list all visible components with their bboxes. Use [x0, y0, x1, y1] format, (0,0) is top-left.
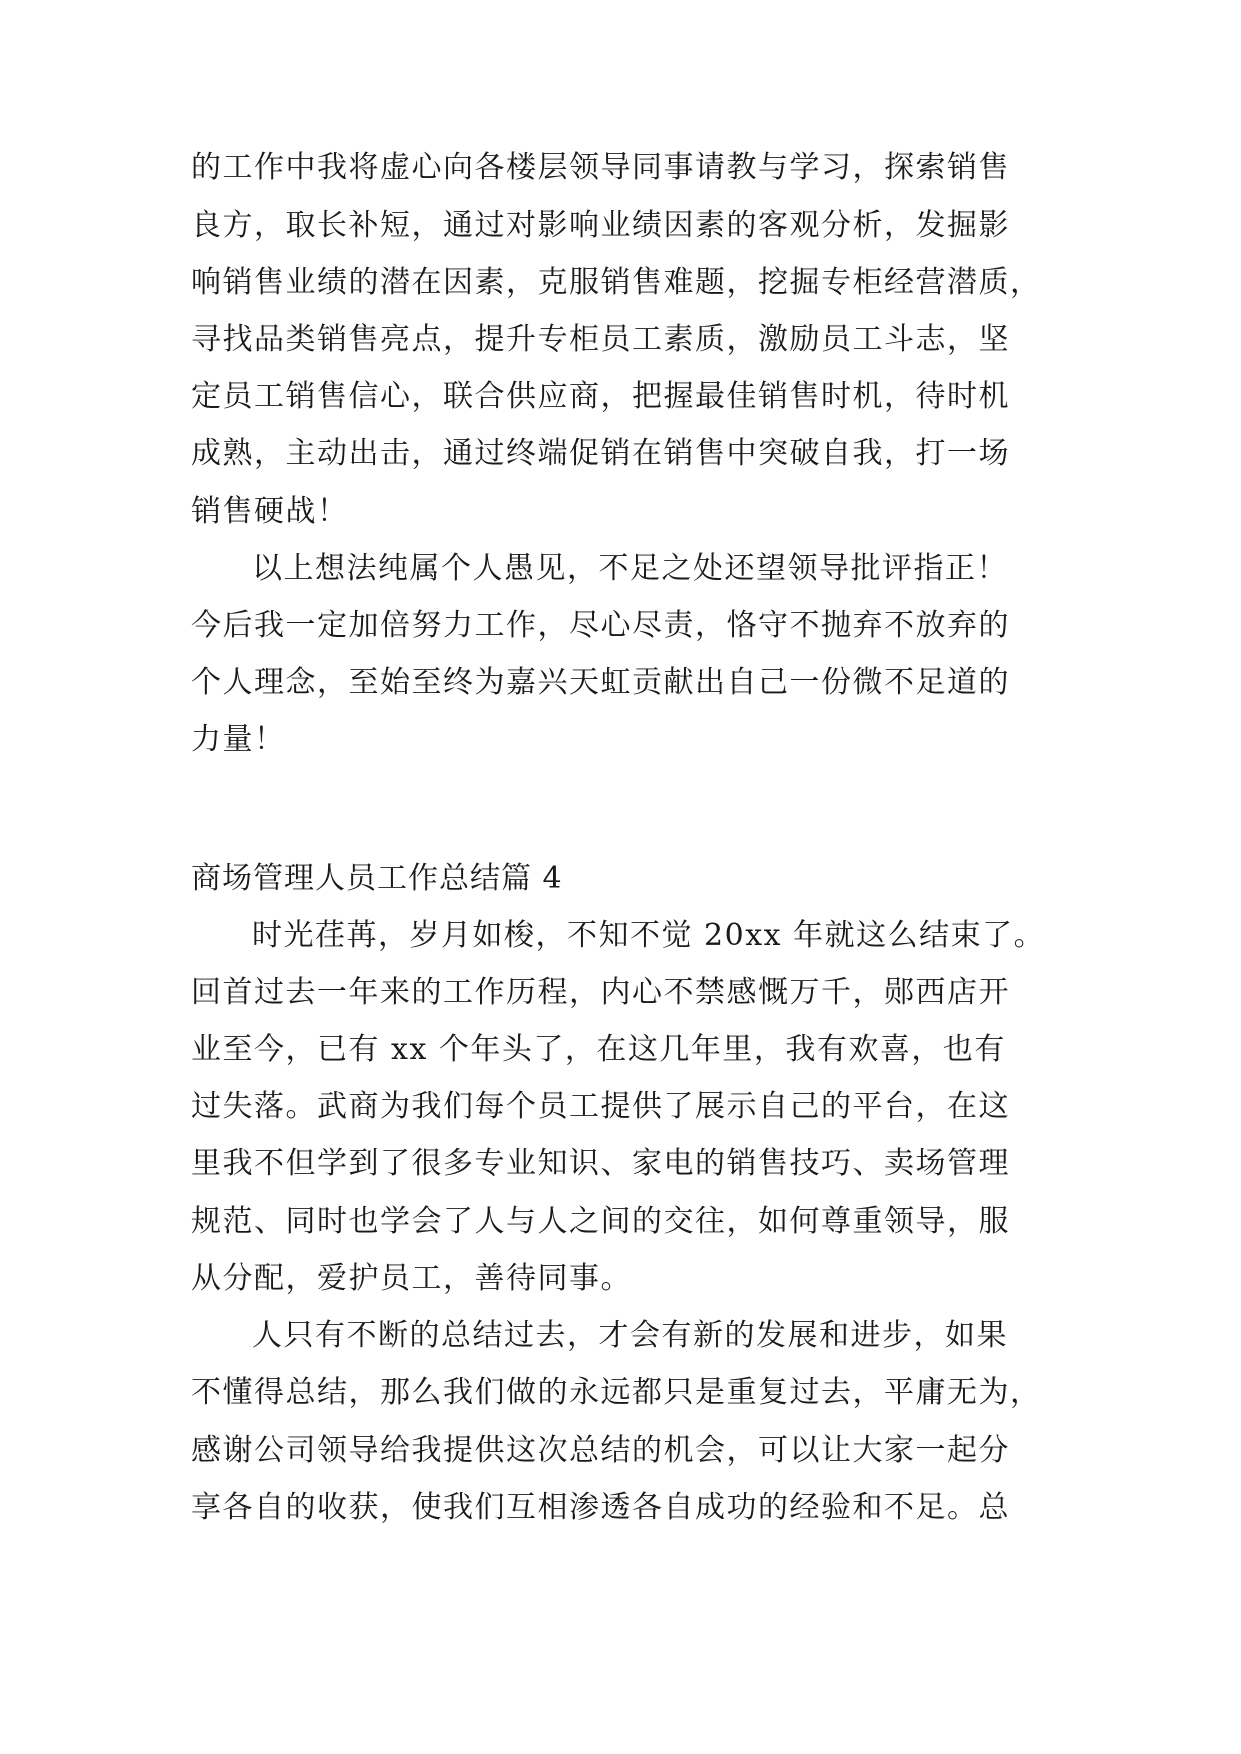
text-line: 寻找品类销售亮点，提升专柜员工素质，激励员工斗志，坚: [191, 322, 1010, 357]
text-line: 今后我一定加倍努力工作，尽心尽责，恪守不抛弃不放弃的: [191, 608, 1010, 643]
text-line: 力量！: [191, 722, 286, 757]
section-heading: 商场管理人员工作总结篇 4: [191, 861, 563, 896]
text-line: 回首过去一年来的工作历程，内心不禁感慨万千，郧西店开: [191, 975, 1010, 1010]
text-line: 业至今，已有 xx 个年头了，在这几年里，我有欢喜，也有: [191, 1032, 1006, 1067]
text-line: 不懂得总结，那么我们做的永远都只是重复过去，平庸无为，: [191, 1375, 1042, 1410]
paragraph-first-line: 时光荏苒，岁月如梭，不知不觉 20xx 年就这么结束了。: [252, 918, 1046, 953]
paragraph-first-line: 人只有不断的总结过去，才会有新的发展和进步，如果: [252, 1318, 1008, 1353]
text-line: 响销售业绩的潜在因素，克服销售难题，挖掘专柜经营潜质，: [191, 265, 1042, 300]
text-line: 里我不但学到了很多专业知识、家电的销售技巧、卖场管理: [191, 1146, 1010, 1181]
text-line: 成熟，主动出击，通过终端促销在销售中突破自我，打一场: [191, 436, 1010, 471]
text-line: 个人理念，至始至终为嘉兴天虹贡献出自己一份微不足道的: [191, 665, 1010, 700]
text-line: 的工作中我将虚心向各楼层领导同事请教与学习，探索销售: [191, 150, 1010, 185]
text-line: 销售硬战！: [191, 494, 349, 529]
text-line: 过失落。武商为我们每个员工提供了展示自己的平台，在这: [191, 1089, 1010, 1124]
text-line: 感谢公司领导给我提供这次总结的机会，可以让大家一起分: [191, 1433, 1010, 1468]
text-line: 从分配，爱护员工，善待同事。: [191, 1261, 632, 1296]
paragraph-first-line: 以上想法纯属个人愚见，不足之处还望领导批评指正！: [252, 551, 1008, 586]
text-line: 良方，取长补短，通过对影响业绩因素的客观分析，发掘影: [191, 208, 1010, 243]
text-line: 定员工销售信心，联合供应商，把握最佳销售时机，待时机: [191, 379, 1010, 414]
text-line: 享各自的收获，使我们互相渗透各自成功的经验和不足。总: [191, 1490, 1010, 1525]
text-line: 规范、同时也学会了人与人之间的交往，如何尊重领导，服: [191, 1204, 1010, 1239]
